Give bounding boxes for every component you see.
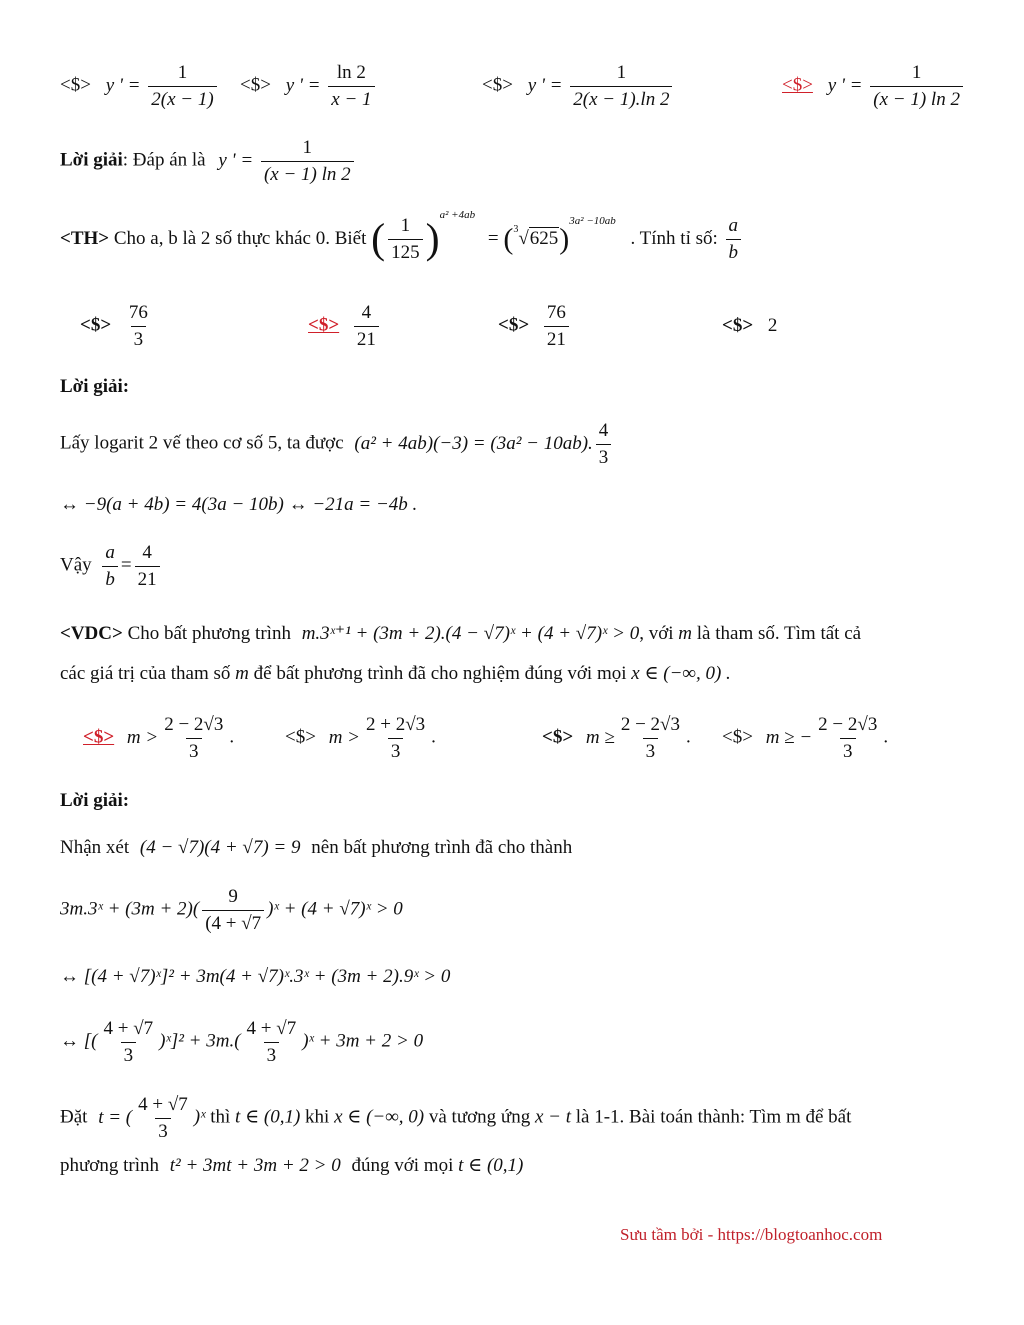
option-fraction: $\frac{1}{2(x - 1).\ln 2}$ bbox=[570, 62, 672, 111]
q3-solution-step-2: 3m.3ˣ + (3m + 2)( $\frac{9}{(4 + √7}$ )ˣ + (4 + √7)ˣ > 0 bbox=[60, 886, 403, 934]
domain-x: x ∈ (−∞, 0) . bbox=[631, 663, 731, 684]
q2-option-d bbox=[722, 315, 777, 337]
option-fraction: $\frac{\ln 2}{x - 1}$ bbox=[328, 62, 374, 111]
q3-solution-step-4: ↔ [( $\frac{4 + √7}{3}$ )ˣ]² + 3m.( $\frac{4 + √7}{3}$ )ˣ + 3m + 2 > 0 bbox=[60, 1018, 424, 1066]
step-fraction: $\frac{4}{3}$ bbox=[596, 420, 612, 469]
option-fraction: $\frac{2 - 2√3}{3}$ bbox=[164, 714, 224, 762]
option-marker: <$> bbox=[722, 315, 754, 336]
footer-credit: Sưu tầm bởi - https://blogtoanhoc.com bbox=[620, 1225, 883, 1244]
step-math: (4 − √7)(4 + √7) = 9 bbox=[139, 837, 301, 858]
q3-solution-label: Lời giải: bbox=[60, 790, 130, 811]
q2-option-a bbox=[80, 302, 154, 351]
param-m: m bbox=[678, 623, 693, 644]
q3-stem-line-1: <VDC> Cho bất phương trình m.3ˣ⁺¹ + (3m + 2).(4 − √7)ˣ + (4 + √7)ˣ > 0, với m là tham số. Tìm tất cả bbox=[60, 623, 862, 644]
q3-option-c: <$> m ≥ $\frac{2 - 2√3}{3}$ . bbox=[542, 714, 691, 762]
option-fraction: $\frac{4}{21}$ bbox=[354, 302, 379, 351]
q3-solution-step-1: Nhận xét (4 − √7)(4 + √7) = 9 nên bất phương trình đã cho thành bbox=[60, 837, 573, 858]
q1-option-c bbox=[482, 62, 675, 111]
q3-solution-step-5: Đặt t = ( $\frac{4 + √7}{3}$ )ˣ thì t ∈ (0,1) khi x ∈ (−∞, 0) và tương ứng x − t là 1-1. Bài toán thành: Tìm m để bất bbox=[60, 1094, 852, 1142]
q3-option-a: <$> m > $\frac{2 - 2√3}{3}$ . bbox=[83, 714, 235, 762]
step-fraction: $\frac{4 + √7}{3}$ bbox=[138, 1094, 188, 1142]
q2-solution-step-1 bbox=[60, 420, 614, 469]
option-marker: <$> bbox=[498, 314, 530, 336]
option-fraction: $\frac{76}{3}$ bbox=[128, 302, 148, 350]
option-marker: <$> bbox=[722, 726, 753, 748]
root-body: 625 bbox=[529, 228, 559, 249]
step-text: Vậy bbox=[60, 554, 92, 576]
option-marker-correct: <$> bbox=[308, 314, 340, 336]
q1-option-d bbox=[782, 62, 966, 111]
q2-option-c bbox=[498, 302, 572, 351]
option-marker: <$> bbox=[60, 74, 91, 96]
stem-text: Cho a, b là 2 số thực khác 0. Biết bbox=[113, 228, 367, 249]
stem-text-2: . Tính tỉ số: bbox=[630, 228, 718, 249]
q3-stem-line-2: các giá trị của tham số m để bất phương trình đã cho nghiệm đúng với mọi x ∈ (−∞, 0) . bbox=[60, 663, 731, 684]
option-fraction: $\frac{1}{(x - 1) \ln 2}$ bbox=[870, 62, 963, 111]
option-marker-correct: <$> bbox=[782, 74, 813, 96]
root-index: 3 bbox=[513, 224, 519, 235]
step-text: Lấy logarit 2 vế theo cơ số 5, ta được bbox=[60, 432, 344, 454]
q2-solution-label: Lời giải: bbox=[60, 376, 130, 397]
option-fraction: $\frac{2 - 2√3}{3}$ bbox=[620, 714, 680, 762]
question-tag: <TH> bbox=[60, 228, 110, 249]
result-fraction: $\frac{4}{21}$ bbox=[135, 542, 160, 591]
step-fraction: $\frac{4 + √7}{3}$ bbox=[103, 1018, 154, 1066]
param-m: m bbox=[235, 663, 249, 684]
option-marker: <$> bbox=[80, 314, 112, 336]
ratio-fraction: $\frac{a}{b}$ bbox=[726, 215, 742, 264]
q3-solution-step-6: phương trình t² + 3mt + 3m + 2 > 0 đúng với mọi t ∈ (0,1) bbox=[60, 1155, 524, 1176]
base-fraction: $\frac{1}{125}$ bbox=[388, 215, 423, 264]
option-fraction: $\frac{76}{21}$ bbox=[544, 302, 569, 351]
option-value: 2 bbox=[767, 315, 778, 336]
q2-stem: <TH> Cho a, b là 2 số thực khác 0. Biết ( $\frac{1}{125}$ )$^{a^2 +4ab} = (^3√625)^{3a^2 -10ab}$ . Tính tỉ số: $\frac{a}{b}$ bbox=[60, 215, 744, 264]
option-lhs: y ' = bbox=[105, 74, 141, 96]
option-fraction: $\frac{2 + 2√3}{3}$ bbox=[365, 714, 426, 762]
q1-solution bbox=[60, 137, 357, 186]
step-fraction: $\frac{9}{(4 + √7}$ bbox=[202, 886, 264, 935]
answer-fraction: $\frac{1}{(x - 1) \ln 2}$ bbox=[261, 137, 354, 186]
step-math: (a² + 4ab)(−3) = (3a² − 10ab). bbox=[354, 432, 593, 454]
q3-solution-step-3: ↔ [(4 + √7)ˣ]² + 3m(4 + √7)ˣ.3ˣ + (3m + 2).9ˣ > 0 bbox=[60, 966, 451, 987]
option-lhs: y ' = bbox=[827, 74, 863, 96]
q2-solution-step-3: Vậy $\frac{a}{b}$ = $\frac{4}{21}$ bbox=[60, 542, 163, 591]
q3-option-b: <$> m > $\frac{2 + 2√3}{3}$ . bbox=[285, 714, 436, 762]
exponent-2: 3a² −10ab bbox=[569, 215, 616, 227]
option-fraction: $\frac{1}{2(x - 1)}$ bbox=[148, 62, 216, 111]
option-fraction: $\frac{2 - 2√3}{3}$ bbox=[818, 714, 878, 762]
option-marker: <$> bbox=[285, 726, 316, 748]
option-marker-correct: <$> bbox=[83, 726, 115, 748]
q1-option-b bbox=[240, 62, 378, 111]
q1-option-a bbox=[60, 62, 220, 111]
solution-text: : Đáp án là bbox=[122, 149, 206, 171]
option-marker: <$> bbox=[240, 74, 271, 96]
option-marker: <$> bbox=[542, 726, 574, 748]
q3-option-d: <$> m ≥ − $\frac{2 - 2√3}{3}$ . bbox=[722, 714, 889, 762]
answer-lhs: y ' = bbox=[218, 149, 254, 171]
question-tag: <VDC> bbox=[60, 623, 123, 644]
ratio-fraction: $\frac{a}{b}$ bbox=[102, 542, 118, 591]
q2-option-b bbox=[308, 302, 382, 351]
option-lhs: y ' = bbox=[527, 74, 563, 96]
equals: = bbox=[487, 228, 499, 249]
option-marker: <$> bbox=[482, 74, 513, 96]
stem-text: Cho bất phương trình bbox=[127, 623, 291, 644]
q2-solution-step-2: ↔ −9(a + 4b) = 4(3a − 10b) ↔ −21a = −4b . bbox=[60, 494, 418, 515]
inequality: m.3ˣ⁺¹ + (3m + 2).(4 − √7)ˣ + (4 + √7)ˣ > 0 bbox=[301, 623, 640, 644]
step-fraction-2: $\frac{4 + √7}{3}$ bbox=[246, 1018, 297, 1066]
option-lhs: y ' = bbox=[285, 74, 321, 96]
exponent-1: a² +4ab bbox=[439, 209, 476, 221]
solution-label: Lời giải bbox=[60, 149, 123, 171]
